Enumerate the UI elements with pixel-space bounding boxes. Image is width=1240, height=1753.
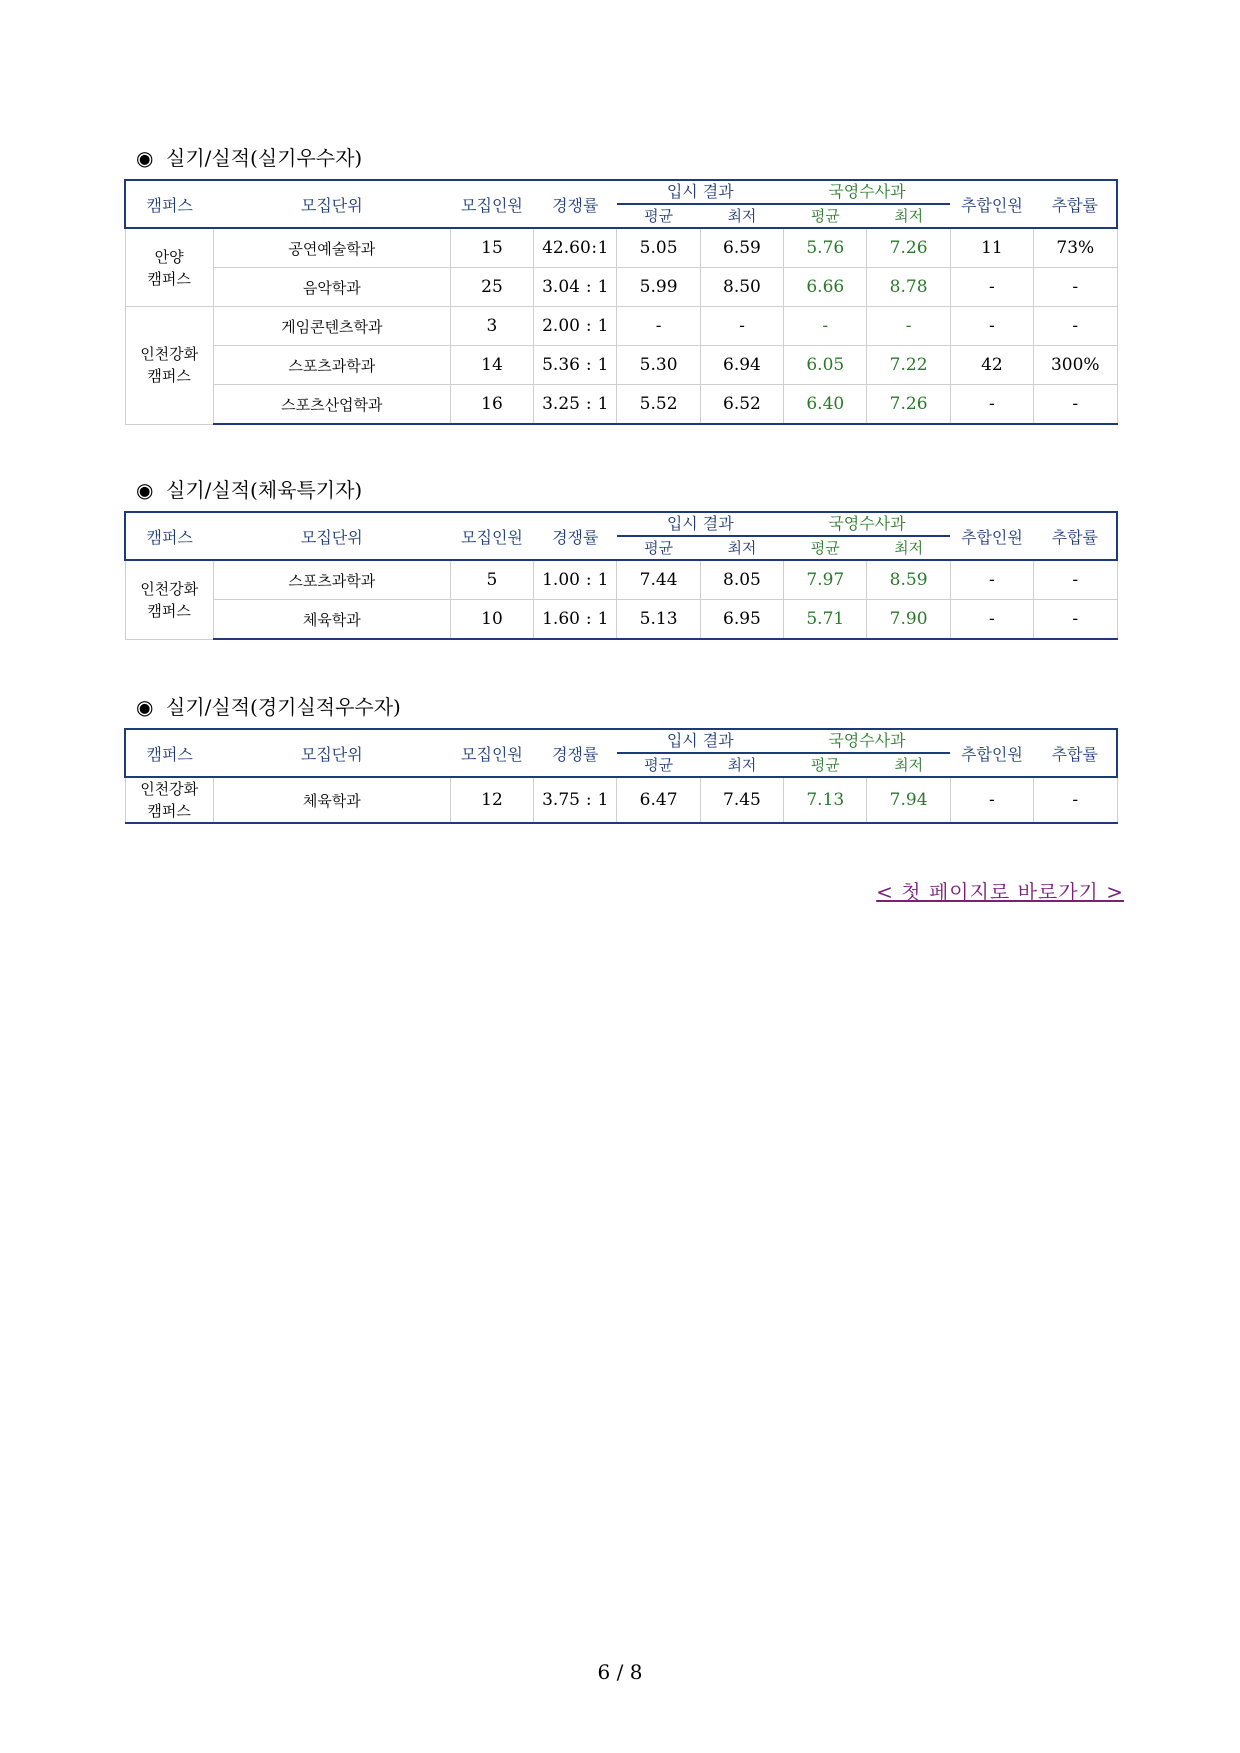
campus-line: 인천강화 <box>140 780 199 798</box>
section-title <box>136 693 1118 721</box>
additional-count-cell: - <box>950 600 1033 640</box>
table-row <box>125 777 1117 823</box>
core-min-cell: 7.26 <box>867 385 950 425</box>
competition-ratio-cell <box>534 307 617 346</box>
header-unit: 모집단위 <box>300 527 363 547</box>
ratio-wrap <box>534 394 616 414</box>
campus-line: 캠퍼스 <box>147 367 191 386</box>
core-min-cell: 8.78 <box>867 268 950 307</box>
admission-min-cell: 6.52 <box>700 385 783 425</box>
quota-cell: 16 <box>450 385 533 425</box>
quota-cell: 12 <box>450 777 533 823</box>
unit-cell: 공연예술학과 <box>213 228 450 268</box>
quota-cell: 5 <box>450 560 533 600</box>
ratio-value: 2.00 <box>542 316 580 336</box>
competition-ratio-cell <box>534 600 617 640</box>
core-avg-cell: 6.05 <box>784 346 867 385</box>
table-row <box>125 268 1117 307</box>
header-quota: 모집인원 <box>461 527 523 547</box>
additional-count-cell: 42 <box>950 346 1033 385</box>
header-avg: 평균 <box>810 756 840 774</box>
additional-rate-cell: 73% <box>1034 228 1117 268</box>
table-row <box>125 307 1117 346</box>
header-avg: 평균 <box>644 207 674 225</box>
ratio-separator: : <box>585 394 592 414</box>
go-to-first-page-link[interactable]: < 첫 페이지로 바로가기 > <box>876 880 1124 904</box>
table-body <box>125 560 1117 639</box>
ratio-value: 1.00 <box>542 570 580 590</box>
header-admission_result: 입시 결과 <box>617 180 784 204</box>
header-admission_result: 입시 결과 <box>617 729 784 753</box>
header-min: 최저 <box>727 756 757 774</box>
results-table <box>124 511 1118 640</box>
ratio-separator: : <box>585 790 592 810</box>
core-avg-cell: 7.97 <box>784 560 867 600</box>
core-min-cell: 7.90 <box>867 600 950 640</box>
admission-min-cell: 6.59 <box>700 228 783 268</box>
ratio-wrap <box>534 277 616 297</box>
additional-rate-cell: - <box>1034 385 1117 425</box>
admission-min-cell: 7.45 <box>700 777 783 823</box>
core-avg-cell: 7.13 <box>784 777 867 823</box>
core-avg-cell: - <box>784 307 867 346</box>
admission-avg-cell: 5.05 <box>617 228 700 268</box>
admission-avg-cell: 6.47 <box>617 777 700 823</box>
header-avg: 평균 <box>644 539 674 557</box>
table-row <box>125 228 1117 268</box>
header-min: 최저 <box>894 756 924 774</box>
header-additional_rate: 추합률 <box>1051 195 1098 215</box>
results-table <box>124 728 1118 824</box>
admission-avg-cell: 5.30 <box>617 346 700 385</box>
ratio-separator: : <box>585 609 592 629</box>
ratio-value: 5.36 <box>542 355 580 375</box>
section-title <box>136 476 1118 504</box>
core-min-cell: 8.59 <box>867 560 950 600</box>
unit-cell: 스포츠과학과 <box>213 346 450 385</box>
core-avg-cell: 6.66 <box>784 268 867 307</box>
header-min: 최저 <box>894 207 924 225</box>
section-title-text: 실기/실적(체육특기자) <box>166 478 363 502</box>
table-header <box>125 729 1117 777</box>
ratio-separator: : <box>585 570 592 590</box>
ratio-one: 1 <box>597 570 609 590</box>
header-korean_eng_math_social: 국영수사과 <box>784 729 951 753</box>
core-min-cell: 7.94 <box>867 777 950 823</box>
campus-cell <box>125 777 213 823</box>
additional-rate-cell: - <box>1034 307 1117 346</box>
campus-line: 캠퍼스 <box>147 269 191 288</box>
additional-rate-cell: - <box>1034 777 1117 823</box>
campus-line: 인천강화 <box>140 345 199 364</box>
ratio-one: 1 <box>597 609 609 629</box>
table-body <box>125 777 1117 823</box>
ratio-separator: : <box>585 316 592 336</box>
header-min: 최저 <box>894 539 924 557</box>
ratio-value: 42.60 <box>542 238 591 258</box>
header-avg: 평균 <box>810 207 840 225</box>
competition-ratio-cell <box>534 228 617 268</box>
ratio-value: 3.04 <box>542 277 580 297</box>
campus-cell <box>125 228 213 307</box>
table-row <box>125 600 1117 640</box>
ratio-wrap <box>534 238 616 258</box>
ratio-one: 1 <box>597 316 609 336</box>
quota-cell: 14 <box>450 346 533 385</box>
quota-cell: 10 <box>450 600 533 640</box>
section-title-text: 실기/실적(경기실적우수자) <box>166 695 401 719</box>
additional-rate-cell: 300% <box>1034 346 1117 385</box>
results-table <box>124 179 1118 425</box>
competition-ratio-cell <box>534 777 617 823</box>
table-header <box>125 180 1117 228</box>
ratio-wrap <box>534 316 616 336</box>
ratio-wrap <box>534 355 616 375</box>
header-unit: 모집단위 <box>300 744 363 764</box>
bullet-icon: ◉ <box>136 695 154 719</box>
unit-cell: 음악학과 <box>213 268 450 307</box>
additional-count-cell: - <box>950 777 1033 823</box>
campus-cell <box>125 307 213 425</box>
unit-cell: 체육학과 <box>213 777 450 823</box>
additional-rate-cell: - <box>1034 268 1117 307</box>
page-number: 6 / 8 <box>597 1660 643 1684</box>
unit-cell: 스포츠과학과 <box>213 560 450 600</box>
quota-cell: 25 <box>450 268 533 307</box>
table-header <box>125 512 1117 560</box>
additional-count-cell: - <box>950 307 1033 346</box>
competition-ratio-cell <box>534 346 617 385</box>
quota-cell: 15 <box>450 228 533 268</box>
ratio-wrap <box>534 570 616 590</box>
admission-min-cell: 8.05 <box>700 560 783 600</box>
additional-rate-cell: - <box>1034 600 1117 640</box>
section-title-text: 실기/실적(실기우수자) <box>166 146 363 170</box>
ratio-one: 1 <box>597 355 609 375</box>
header-additional_rate: 추합률 <box>1051 527 1098 547</box>
admission-min-cell: 8.50 <box>700 268 783 307</box>
ratio-wrap <box>534 790 616 810</box>
ratio-one: 1 <box>597 394 609 414</box>
additional-count-cell: 11 <box>950 228 1033 268</box>
header-korean_eng_math_social: 국영수사과 <box>784 180 951 204</box>
header-admission_result: 입시 결과 <box>617 512 784 536</box>
bullet-icon: ◉ <box>136 478 154 502</box>
header-avg: 평균 <box>644 756 674 774</box>
header-min: 최저 <box>727 207 757 225</box>
header-additional: 추합인원 <box>961 744 1023 764</box>
header-campus: 캠퍼스 <box>146 527 193 547</box>
additional-count-cell: - <box>950 268 1033 307</box>
ratio-one: 1 <box>597 790 609 810</box>
ratio-one: 1 <box>597 238 609 258</box>
additional-count-cell: - <box>950 560 1033 600</box>
campus-line: 캠퍼스 <box>147 802 191 820</box>
admission-avg-cell: 5.52 <box>617 385 700 425</box>
admission-avg-cell: - <box>617 307 700 346</box>
competition-ratio-cell <box>534 268 617 307</box>
admission-avg-cell: 5.99 <box>617 268 700 307</box>
section-title <box>136 144 1118 172</box>
admission-avg-cell: 7.44 <box>617 560 700 600</box>
additional-count-cell: - <box>950 385 1033 425</box>
ratio-value: 3.25 <box>542 394 580 414</box>
ratio-value: 3.75 <box>542 790 580 810</box>
header-campus: 캠퍼스 <box>146 195 193 215</box>
competition-ratio-cell <box>534 560 617 600</box>
ratio-value: 1.60 <box>542 609 580 629</box>
header-additional: 추합인원 <box>961 527 1023 547</box>
table-row <box>125 346 1117 385</box>
core-avg-cell: 5.76 <box>784 228 867 268</box>
unit-cell: 체육학과 <box>213 600 450 640</box>
competition-ratio-cell <box>534 385 617 425</box>
header-competition: 경쟁률 <box>552 744 599 764</box>
ratio-separator: : <box>585 277 592 297</box>
section-competition-excellence <box>124 693 1118 824</box>
admission-avg-cell: 5.13 <box>617 600 700 640</box>
header-campus: 캠퍼스 <box>146 744 193 764</box>
campus-line: 캠퍼스 <box>147 601 191 620</box>
unit-cell: 게임콘텐츠학과 <box>213 307 450 346</box>
section-practical-excellence <box>124 144 1118 425</box>
header-quota: 모집인원 <box>461 195 523 215</box>
ratio-one: 1 <box>597 277 609 297</box>
table-row <box>125 385 1117 425</box>
core-min-cell: 7.22 <box>867 346 950 385</box>
header-competition: 경쟁률 <box>552 195 599 215</box>
core-avg-cell: 6.40 <box>784 385 867 425</box>
bullet-icon: ◉ <box>136 146 154 170</box>
ratio-separator: : <box>591 238 598 258</box>
quota-cell: 3 <box>450 307 533 346</box>
header-competition: 경쟁률 <box>552 527 599 547</box>
header-min: 최저 <box>727 539 757 557</box>
section-sports-specialist <box>124 476 1118 640</box>
core-min-cell: - <box>867 307 950 346</box>
header-korean_eng_math_social: 국영수사과 <box>784 512 951 536</box>
table-body <box>125 228 1117 424</box>
campus-cell <box>125 560 213 639</box>
core-avg-cell: 5.71 <box>784 600 867 640</box>
additional-rate-cell: - <box>1034 560 1117 600</box>
unit-cell: 스포츠산업학과 <box>213 385 450 425</box>
header-quota: 모집인원 <box>461 744 523 764</box>
table-row <box>125 560 1117 600</box>
header-additional_rate: 추합률 <box>1051 744 1098 764</box>
header-unit: 모집단위 <box>300 195 363 215</box>
header-additional: 추합인원 <box>961 195 1023 215</box>
ratio-separator: : <box>585 355 592 375</box>
campus-line: 안양 <box>154 247 184 266</box>
header-avg: 평균 <box>810 539 840 557</box>
ratio-wrap <box>534 609 616 629</box>
admission-min-cell: 6.94 <box>700 346 783 385</box>
campus-line: 인천강화 <box>140 579 199 598</box>
admission-min-cell: - <box>700 307 783 346</box>
admission-min-cell: 6.95 <box>700 600 783 640</box>
core-min-cell: 7.26 <box>867 228 950 268</box>
